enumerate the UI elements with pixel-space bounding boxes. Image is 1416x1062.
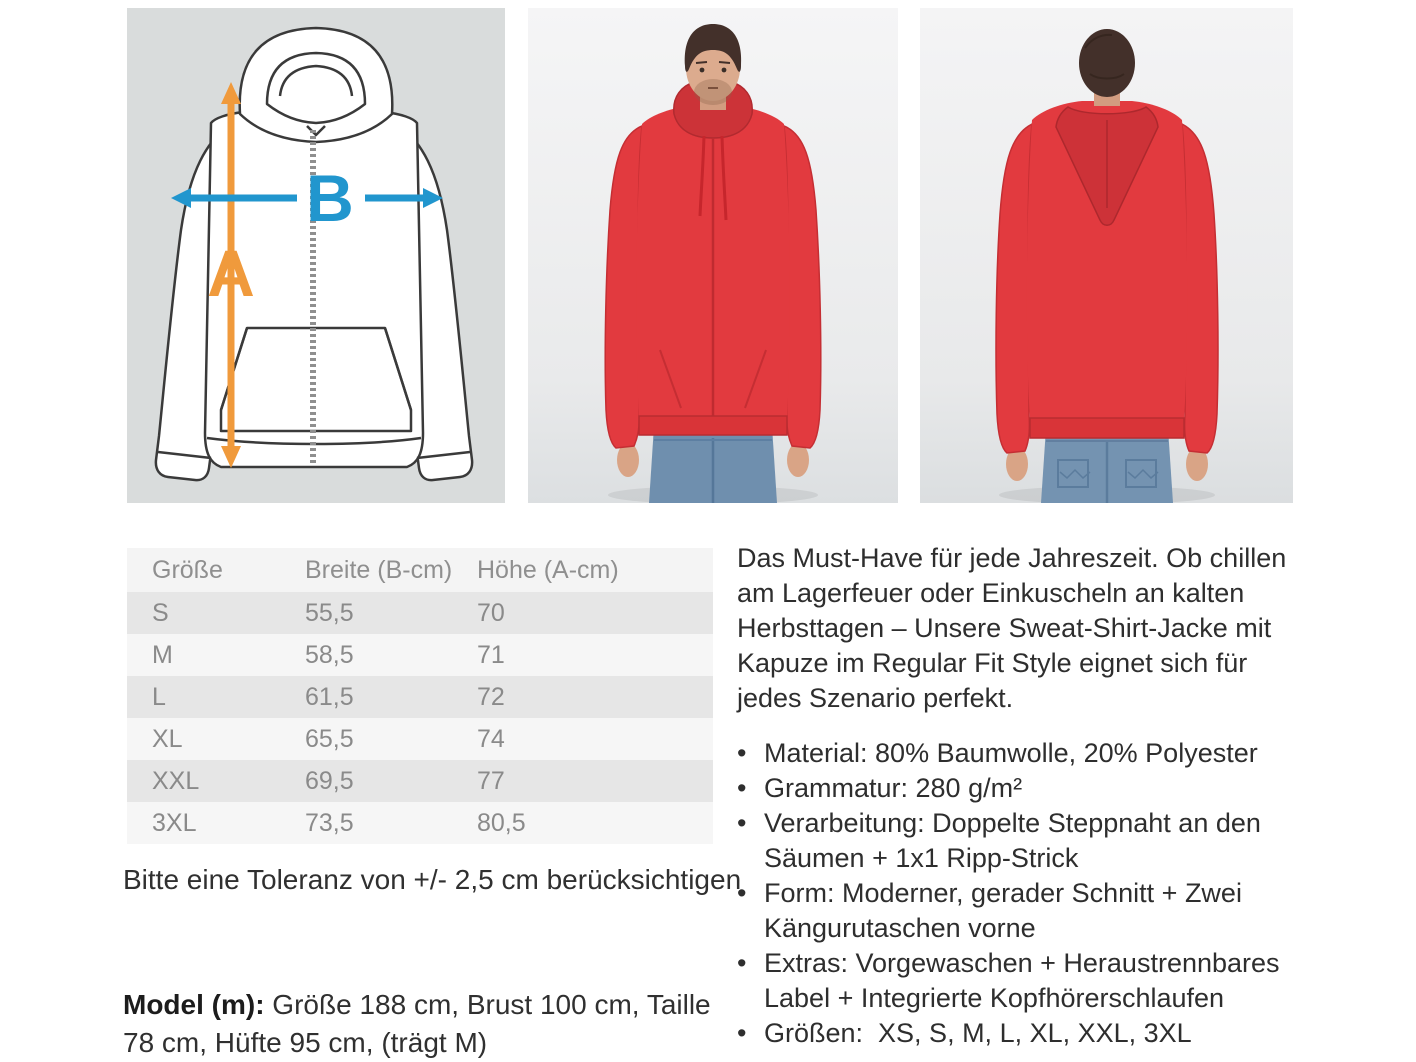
size-diagram-panel (127, 8, 505, 503)
description-intro: Das Must-Have für jede Jahreszeit. Ob chillen am Lagerfeuer oder Einkuscheln an kalten Herbsttagen – Unsere Sweat-Shirt-Jacke mit Kapuze im Regular Fit Style eignet sich für jedes Szenario perfekt. (737, 543, 1287, 713)
feature-text: Grammatur: 280 g/m² (764, 773, 1023, 803)
bullet-icon: • (737, 1018, 747, 1048)
size-cell: L (152, 682, 166, 711)
column-header-breite: Breite (B-cm) (305, 555, 453, 584)
size-cell: XL (152, 724, 183, 753)
product-description (737, 541, 1295, 1051)
hoehe-cell: 70 (477, 598, 505, 627)
model-back-illustration (920, 8, 1293, 503)
feature-text: Verarbeitung: Doppelte Steppnaht an den Säumen + 1x1 Ripp-Strick (764, 808, 1269, 873)
breite-cell: 55,5 (305, 598, 354, 627)
feature-item-extras (737, 946, 1295, 1016)
column-header-hoehe: Höhe (A-cm) (477, 555, 619, 584)
hoehe-cell: 80,5 (477, 808, 526, 837)
size-cell: XXL (152, 766, 200, 795)
feature-item-form (737, 876, 1295, 946)
breite-cell: 58,5 (305, 640, 354, 669)
size-cell: M (152, 640, 173, 669)
model-info-label: Model (m): (123, 989, 265, 1020)
size-cell: S (152, 598, 169, 627)
feature-item-material (737, 736, 1295, 771)
measure-label-a: A (207, 236, 255, 310)
table-row-m (127, 634, 713, 676)
hoehe-cell: 71 (477, 640, 505, 669)
table-row-xl (127, 718, 713, 760)
bullet-icon: • (737, 738, 747, 768)
measure-label-b: B (306, 161, 354, 235)
feature-item-groessen (737, 1016, 1295, 1051)
hoodie-measure-diagram-icon (127, 8, 505, 503)
feature-text: Form: Moderner, gerader Schnitt + Zwei Kängurutaschen vorne (764, 878, 1250, 943)
tolerance-note: Bitte eine Toleranz von +/- 2,5 cm berücksichtigen (123, 864, 742, 895)
bullet-icon: • (737, 808, 747, 838)
size-cell: 3XL (152, 808, 197, 837)
hoehe-cell: 77 (477, 766, 505, 795)
feature-text: Extras: Vorgewaschen + Heraustrennbares Label + Integrierte Kopfhörerschlaufen (764, 948, 1288, 1013)
table-row-l (127, 676, 713, 718)
breite-cell: 69,5 (305, 766, 354, 795)
feature-text: Material: 80% Baumwolle, 20% Polyester (764, 738, 1258, 768)
bullet-icon: • (737, 773, 747, 803)
feature-item-grammatur (737, 771, 1295, 806)
model-info-note (123, 986, 723, 1062)
model-front-illustration (528, 8, 898, 503)
table-row-3xl (127, 802, 713, 844)
breite-cell: 61,5 (305, 682, 354, 711)
bullet-icon: • (737, 948, 747, 978)
feature-item-verarbeitung (737, 806, 1295, 876)
breite-cell: 65,5 (305, 724, 354, 753)
bullet-icon: • (737, 878, 747, 908)
model-photo-front (528, 8, 898, 503)
hoehe-cell: 74 (477, 724, 505, 753)
breite-cell: 73,5 (305, 808, 354, 837)
feature-list (737, 736, 1295, 1051)
size-table-header-row (127, 548, 713, 592)
model-photo-back (920, 8, 1293, 503)
size-table (127, 548, 713, 844)
hoehe-cell: 72 (477, 682, 505, 711)
column-header-groesse: Größe (152, 555, 223, 584)
table-row-s (127, 592, 713, 634)
feature-text: Größen: XS, S, M, L, XL, XXL, 3XL (764, 1018, 1192, 1048)
table-row-xxl (127, 760, 713, 802)
model-info-text: Größe 188 cm, Brust 100 cm, Taille 78 cm, Hüfte 95 cm, (trägt M) (123, 989, 719, 1058)
